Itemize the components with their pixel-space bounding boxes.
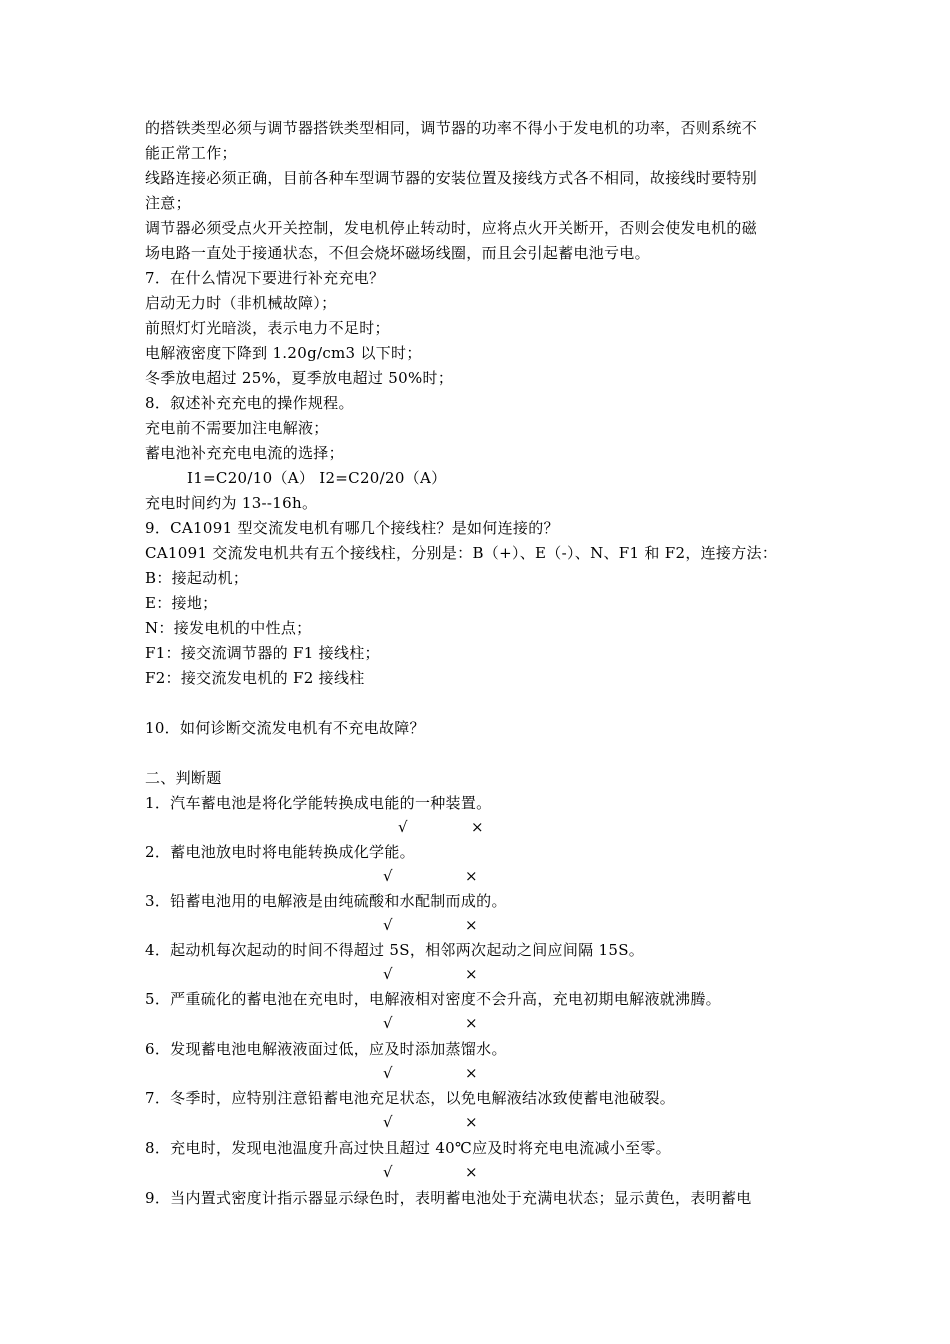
judgment-item: 5．严重硫化的蓄电池在充电时，电解液相对密度不会升高，充电初期电解液就沸腾。 — [145, 990, 721, 1008]
check-mark: √ — [383, 965, 393, 983]
text-line: B：接起动机； — [145, 569, 249, 587]
text-line: 注意； — [145, 194, 191, 212]
judgment-item: 7．冬季时，应特别注意铅蓄电池充足状态，以免电解液结冰致使蓄电池破裂。 — [145, 1089, 676, 1107]
text-line: 场电路一直处于接通状态，不但会烧坏磁场线圈，而且会引起蓄电池亏电。 — [145, 244, 650, 262]
question-heading: 9．CA1091 型交流发电机有哪几个接线柱？是如何连接的？ — [145, 519, 559, 537]
text-line: 线路连接必须正确，目前各种车型调节器的安装位置及接线方式各不相同，故接线时要特别 — [145, 169, 758, 187]
question-heading: 10．如何诊断交流发电机有不充电故障？ — [145, 719, 425, 737]
text-line: 充电前不需要加注电解液； — [145, 419, 329, 437]
text-line: 能正常工作； — [145, 144, 237, 162]
check-mark: √ — [383, 1113, 393, 1131]
cross-mark: × — [465, 1163, 478, 1181]
text-line: 启动无力时（非机械故障）； — [145, 294, 337, 312]
judgment-item: 4．起动机每次起动的时间不得超过 5S，相邻两次起动之间应间隔 15S。 — [145, 941, 645, 959]
check-mark: √ — [383, 1014, 393, 1032]
text-line: CA1091 交流发电机共有五个接线柱，分别是：B（+）、E（-）、N、F1 和 F2，连接方法： — [145, 544, 778, 562]
text-line: 蓄电池补充充电电流的选择； — [145, 444, 344, 462]
text-line: 冬季放电超过 25%，夏季放电超过 50%时； — [145, 369, 454, 387]
text-line: 调节器必须受点火开关控制，发电机停止转动时，应将点火开关断开，否则会使发电机的磁 — [145, 219, 758, 237]
cross-mark: × — [465, 916, 478, 934]
text-line: 的搭铁类型必须与调节器搭铁类型相同，调节器的功率不得小于发电机的功率，否则系统不 — [145, 119, 758, 137]
judgment-item: 8．充电时，发现电池温度升高过快且超过 40℃应及时将充电电流减小至零。 — [145, 1139, 671, 1157]
judgment-item: 2．蓄电池放电时将电能转换成化学能。 — [145, 843, 415, 861]
section-heading: 二、判断题 — [145, 769, 222, 787]
check-mark: √ — [383, 916, 393, 934]
judgment-item: 9．当内置式密度计指示器显示绿色时，表明蓄电池处于充满电状态；显示黄色，表明蓄电 — [145, 1189, 752, 1207]
check-mark: √ — [383, 1163, 393, 1181]
formula-line: I1=C20/10（A） I2=C20/20（A） — [187, 469, 447, 487]
question-heading: 8．叙述补充充电的操作规程。 — [145, 394, 354, 412]
cross-mark: × — [471, 818, 484, 836]
judgment-item: 1．汽车蓄电池是将化学能转换成电能的一种装置。 — [145, 794, 492, 812]
text-line: N：接发电机的中性点； — [145, 619, 312, 637]
question-heading: 7．在什么情况下要进行补充充电？ — [145, 269, 385, 287]
text-line: 电解液密度下降到 1.20g/cm3 以下时； — [145, 344, 422, 362]
text-line: 充电时间约为 13--16h。 — [145, 494, 318, 512]
cross-mark: × — [465, 1113, 478, 1131]
judgment-item: 3．铅蓄电池用的电解液是由纯硫酸和水配制而成的。 — [145, 892, 507, 910]
cross-mark: × — [465, 965, 478, 983]
cross-mark: × — [465, 867, 478, 885]
text-line: F2：接交流发电机的 F2 接线柱 — [145, 669, 365, 687]
text-line: E：接地； — [145, 594, 218, 612]
check-mark: √ — [383, 867, 393, 885]
text-line: F1：接交流调节器的 F1 接线柱； — [145, 644, 380, 662]
cross-mark: × — [465, 1064, 478, 1082]
check-mark: √ — [383, 1064, 393, 1082]
cross-mark: × — [465, 1014, 478, 1032]
judgment-item: 6．发现蓄电池电解液液面过低，应及时添加蒸馏水。 — [145, 1040, 507, 1058]
text-line: 前照灯灯光暗淡，表示电力不足时； — [145, 319, 390, 337]
check-mark: √ — [398, 818, 408, 836]
